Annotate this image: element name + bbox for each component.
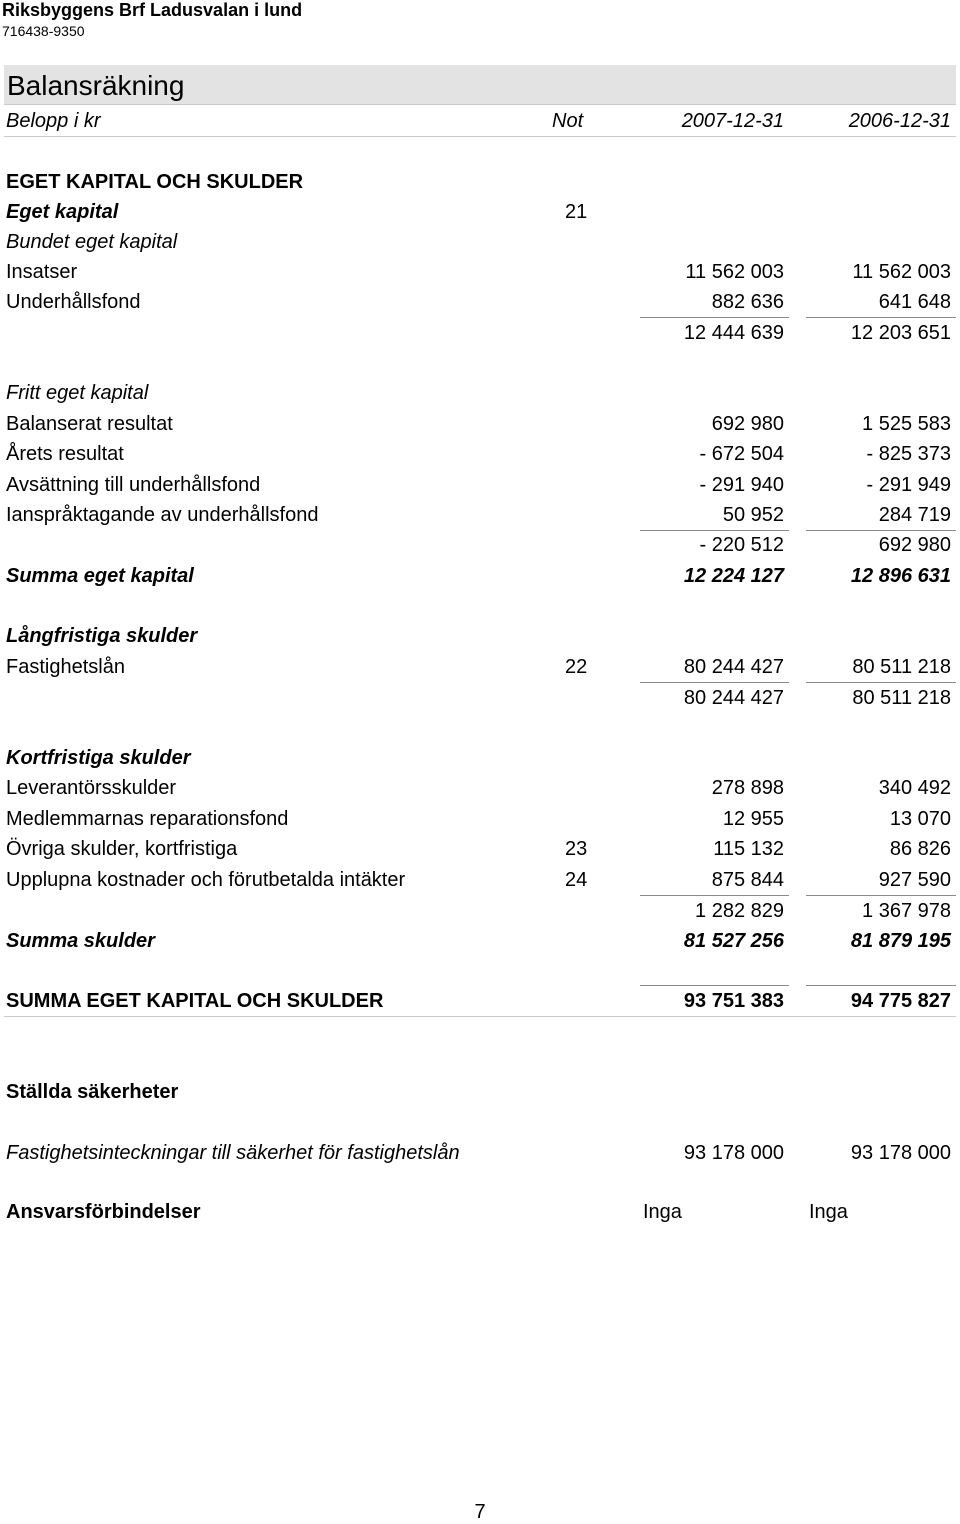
table-row (0, 167, 960, 197)
title-rule (4, 104, 956, 105)
row-value-2007: 278 898 (711, 777, 784, 799)
row-value-2006: 93 178 000 (850, 1142, 951, 1164)
row-value-2006: - 291 949 (866, 474, 951, 496)
table-row (0, 804, 960, 834)
row-value-2007: - 672 504 (699, 443, 784, 465)
table-row (0, 227, 960, 257)
row-value-2006: - 825 373 (866, 443, 951, 465)
row-label: Fastighetsinteckningar till säkerhet för fastighetslån (6, 1142, 460, 1164)
row-value-2007: 12 444 639 (683, 322, 784, 344)
row-value-2007: - 291 940 (699, 474, 784, 496)
row-label: Fastighetslån (6, 656, 125, 678)
row-label: Ansvarsförbindelser (6, 1201, 201, 1223)
column-header-note: Not (552, 110, 584, 132)
row-value-2007: 692 980 (711, 413, 784, 435)
column-header-row (0, 106, 960, 136)
row-value-2007: 50 952 (722, 504, 784, 526)
row-note: 22 (565, 656, 588, 678)
row-value-2007: 882 636 (711, 291, 784, 313)
row-label: Eget kapital (6, 201, 119, 223)
page-number: 7 (474, 1501, 486, 1523)
row-value-2007: 12 955 (722, 808, 784, 830)
row-value-2006: 11 562 003 (852, 261, 951, 283)
table-row (0, 561, 960, 591)
table-row (0, 439, 960, 469)
row-label: Kortfristiga skulder (6, 747, 191, 769)
table-row (0, 743, 960, 773)
row-value-2007: Inga (643, 1201, 682, 1223)
table-row (0, 896, 960, 926)
table-row (0, 1077, 960, 1107)
row-label: Övriga skulder, kortfristiga (6, 838, 238, 860)
row-label: Ställda säkerheter (6, 1081, 179, 1103)
table-row (0, 318, 960, 348)
row-value-2007: 875 844 (711, 869, 784, 891)
row-label: SUMMA EGET KAPITAL OCH SKULDER (6, 990, 384, 1012)
row-label: Ianspråktagande av underhållsfond (6, 504, 319, 526)
row-value-2007: 11 562 003 (685, 261, 784, 283)
row-label: Bundet eget kapital (6, 231, 178, 253)
row-label: Balanserat resultat (6, 413, 173, 435)
row-value-2007: 80 244 427 (683, 687, 784, 709)
table-row (0, 865, 960, 895)
row-label: Insatser (6, 261, 78, 283)
row-value-2007: 93 178 000 (683, 1142, 784, 1164)
row-value-2007: 1 282 829 (695, 900, 784, 922)
row-label: Medlemmarnas reparationsfond (6, 808, 289, 830)
column-header-label: Belopp i kr (6, 110, 101, 132)
row-value-2006: 86 826 (889, 838, 951, 860)
row-note: 21 (565, 201, 588, 223)
table-row (0, 500, 960, 530)
table-row (0, 470, 960, 500)
row-note: 24 (565, 869, 588, 891)
row-label: EGET KAPITAL OCH SKULDER (6, 171, 304, 193)
table-row (0, 530, 960, 560)
table-row (0, 257, 960, 287)
row-value-2007: 12 224 127 (683, 565, 784, 587)
row-value-2006: 1 367 978 (862, 900, 951, 922)
row-value-2007: 93 751 383 (683, 990, 784, 1012)
row-value-2006: 927 590 (878, 869, 951, 891)
row-value-2006: 12 896 631 (850, 565, 951, 587)
row-label: Avsättning till underhållsfond (6, 474, 261, 496)
row-value-2006: 81 879 195 (850, 930, 951, 952)
row-label: Upplupna kostnader och förutbetalda intäkter (6, 869, 406, 891)
row-label: Summa skulder (6, 930, 155, 952)
row-note: 23 (565, 838, 588, 860)
table-row (0, 1138, 960, 1168)
row-label: Underhållsfond (6, 291, 141, 313)
row-value-2007: 115 132 (713, 838, 784, 860)
org-name: Riksbyggens Brf Ladusvalan i lund (2, 0, 303, 20)
row-value-2006: 1 525 583 (862, 413, 951, 435)
row-value-2007: 81 527 256 (683, 930, 784, 952)
row-value-2006: 80 511 218 (852, 687, 951, 709)
table-row (0, 409, 960, 439)
column-header-2006: 2006-12-31 (848, 110, 951, 132)
table-row (0, 197, 960, 227)
page-title: Balansräkning (7, 70, 185, 101)
table-row (0, 621, 960, 651)
table-row (0, 652, 960, 682)
column-header-rule (4, 136, 956, 137)
row-label: Leverantörsskulder (6, 777, 177, 799)
table-row (0, 834, 960, 864)
row-value-2006: Inga (809, 1201, 848, 1223)
row-value-2006: 641 648 (878, 291, 951, 313)
table-row (0, 378, 960, 408)
table-row (0, 683, 960, 713)
table-row (0, 287, 960, 317)
row-value-2006: 80 511 218 (852, 656, 951, 678)
table-row (0, 926, 960, 956)
table-row (0, 1197, 960, 1227)
row-value-2006: 340 492 (878, 777, 951, 799)
table-row (0, 986, 960, 1016)
row-value-2007: - 220 512 (699, 534, 784, 556)
org-number: 716438-9350 (2, 23, 85, 39)
total-rule (4, 1016, 956, 1017)
row-value-2007: 80 244 427 (683, 656, 784, 678)
row-value-2006: 13 070 (889, 808, 951, 830)
row-label: Fritt eget kapital (6, 382, 149, 404)
row-value-2006: 284 719 (878, 504, 951, 526)
row-label: Årets resultat (6, 443, 124, 465)
column-header-2007: 2007-12-31 (681, 110, 784, 132)
row-value-2006: 94 775 827 (850, 990, 951, 1012)
table-row (0, 773, 960, 803)
row-value-2006: 692 980 (878, 534, 951, 556)
row-label: Långfristiga skulder (6, 625, 198, 647)
row-value-2006: 12 203 651 (850, 322, 951, 344)
row-label: Summa eget kapital (6, 565, 194, 587)
